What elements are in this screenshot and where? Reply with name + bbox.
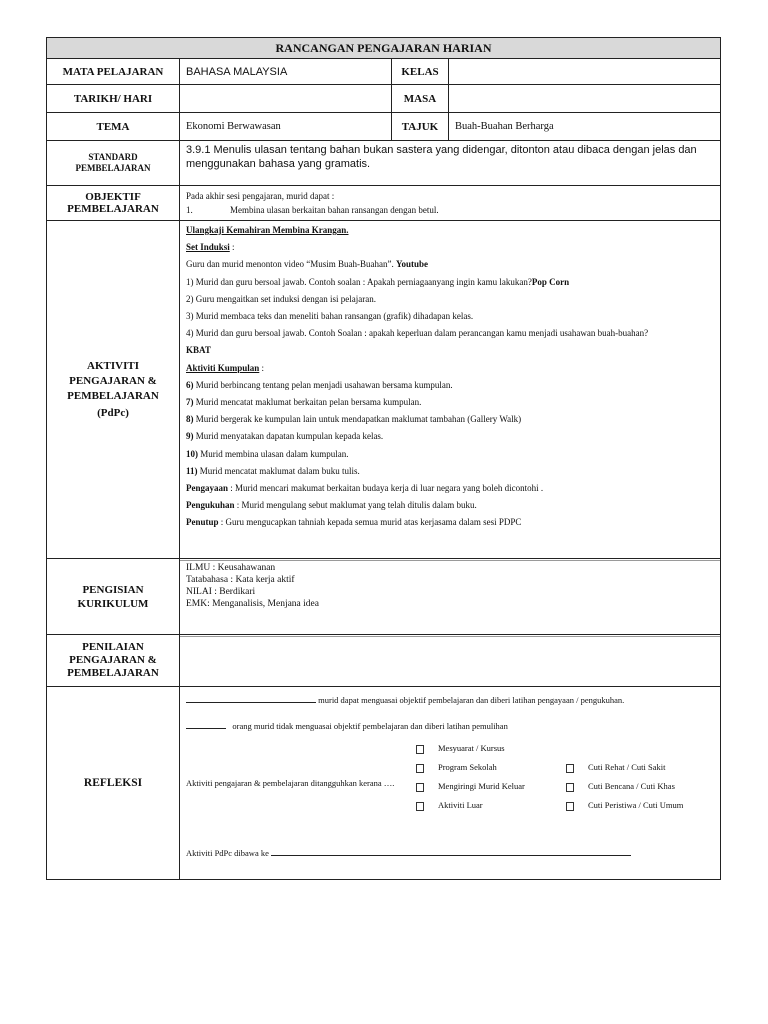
curriculum-label (47, 559, 180, 635)
topic-label: TAJUK (392, 113, 449, 141)
activity-step-11 (186, 463, 714, 480)
class-label: KELAS (392, 59, 449, 85)
faint-divider-line (180, 636, 720, 637)
set-induksi-colon: : (229, 242, 235, 253)
set-induksi-label: Set Induksi (186, 242, 230, 253)
assessment-label (47, 635, 180, 687)
reinforcement-label: Pengukuhan (186, 500, 235, 511)
curriculum-content[interactable] (180, 559, 721, 635)
activity-label-line2: PENGAJARAN & (69, 374, 157, 387)
objective-label-line2: PEMBELAJARAN (67, 203, 159, 215)
activity-video-line (186, 256, 714, 273)
option-outside-activity-label: Aktiviti Luar (438, 800, 483, 810)
activity-content[interactable] (180, 221, 721, 559)
step-1-answer: Pop Corn (531, 276, 570, 287)
reinforcement-line (186, 497, 714, 514)
objective-item (186, 203, 714, 217)
option-disaster-leave[interactable] (566, 781, 675, 792)
step-6-text: Murid berbincang tentang pelan menjadi usahawan bersama kumpulan. (193, 379, 453, 390)
reflection-line-1-text: murid dapat menguasai objektif pembelajaran dan diberi latihan pengayaan / pengukuhan. (318, 695, 625, 705)
reflection-label: REFLEKSI (47, 687, 180, 880)
reflection-content[interactable] (180, 687, 721, 880)
subject-label: MATA PELAJARAN (47, 59, 180, 85)
enrichment-line (186, 480, 714, 497)
option-school-program-label: Program Sekolah (438, 762, 497, 772)
option-sick-leave-label: Cuti Rehat / Cuti Sakit (588, 762, 666, 772)
assessment-label-line2: PENGAJARAN & (69, 654, 157, 666)
date-value[interactable] (180, 85, 392, 113)
option-public-holiday[interactable] (566, 800, 683, 811)
enrichment-text: : Murid mencari makumat berkaitan budaya kerja di luar negara yang boleh dicontohi . (228, 483, 544, 494)
objective-label (47, 186, 180, 221)
activity-step-3: 3) Murid membaca teks dan meneliti bahan ransangan (grafik) dihadapan kelas. (186, 311, 474, 322)
activity-label-line3: PEMBELAJARAN (67, 389, 159, 402)
reflection-line-2-text: orang murid tidak menguasai objektif pembelajaran dan diberi latihan pemulihan (232, 721, 508, 731)
step-9-number: 9) (186, 431, 194, 442)
assessment-label-line3: PEMBELAJARAN (67, 667, 159, 679)
enrichment-label: Pengayaan (186, 483, 229, 494)
kbat-label: KBAT (186, 345, 211, 356)
curriculum-line-1: ILMU : Keusahawanan (186, 563, 276, 573)
carry-forward-line (186, 847, 631, 858)
reinforcement-text: : Murid mengulang sebut maklumat yang telah ditulis dalam buku. (234, 500, 477, 511)
option-accompany-students[interactable] (416, 781, 525, 792)
checkbox-icon[interactable] (566, 802, 574, 811)
curriculum-label-line1: PENGISIAN (82, 583, 144, 596)
curriculum-line-2: Tatabahasa : Kata kerja aktif (186, 575, 295, 585)
activity-step-8 (186, 411, 714, 428)
step-10-number: 10) (186, 448, 198, 459)
curriculum-label-line2: KURIKULUM (77, 597, 149, 610)
option-outside-activity[interactable] (416, 800, 483, 811)
standard-text[interactable]: 3.9.1 Menulis ulasan tentang bahan bukan sastera yang didengar, ditonton atau dibaca dengan jelas dan menggunakan bahasa yang gramatis. (180, 141, 721, 186)
group-activity-label: Aktiviti Kumpulan (186, 362, 260, 373)
option-accompany-students-label: Mengiringi Murid Keluar (438, 781, 525, 791)
step-11-text: Murid mencatat maklumat dalam buku tulis. (197, 465, 360, 476)
activity-label-line1: AKTIVITI (87, 359, 139, 372)
checkbox-icon[interactable] (416, 745, 424, 754)
curriculum-line-3: NILAI : Berdikari (186, 587, 256, 597)
objective-content[interactable] (180, 186, 721, 221)
curriculum-line-4: EMK: Menganalisis, Menjana idea (186, 599, 319, 609)
subject-value[interactable]: BAHASA MALAYSIA (180, 59, 392, 85)
activity-step-4: 4) Murid dan guru bersoal jawab. Contoh Soalan : apakah keperluan dalam perancangan kamu menjadi usahawan buah-buahan? (186, 328, 649, 339)
video-source: Youtube (395, 259, 428, 270)
carry-forward-blank[interactable] (271, 847, 631, 856)
activity-step-2: 2) Guru mengaitkan set induksi dengan isi pelajaran. (186, 293, 376, 304)
checkbox-icon[interactable] (416, 802, 424, 811)
postponed-reason-label: Aktiviti pengajaran & pembelajaran ditangguhkan kerana …. (186, 778, 395, 788)
option-meeting[interactable] (416, 743, 505, 754)
standard-label (47, 141, 180, 186)
option-meeting-label: Mesyuarat / Kursus (438, 743, 505, 753)
step-8-text: Murid bergerak ke kumpulan lain untuk mendapatkan maklumat tambahan (Gallery Walk) (193, 414, 522, 425)
topic-value[interactable]: Buah-Buahan Berharga (449, 113, 721, 141)
step-9-text: Murid menyatakan dapatan kumpulan kepada kelas. (193, 431, 384, 442)
activity-step-7 (186, 394, 714, 411)
time-label: MASA (392, 85, 449, 113)
step-7-text: Murid mencatat maklumat berkaitan pelan bersama kumpulan. (193, 397, 422, 408)
checkbox-icon[interactable] (566, 783, 574, 792)
page-title: RANCANGAN PENGAJARAN HARIAN (47, 38, 721, 59)
objective-intro: Pada akhir sesi pengajaran, murid dapat : (186, 191, 335, 201)
standard-label-line2: PEMBELAJARAN (75, 163, 151, 173)
objective-item-number: 1. (186, 205, 193, 215)
reflection-count-blank-2[interactable] (186, 720, 226, 729)
lesson-plan-table (46, 37, 721, 880)
objective-label-line1: OBJEKTIF (85, 191, 141, 203)
lesson-plan-sheet (46, 37, 720, 880)
activity-heading: Ulangkaji Kemahiran Membina Krangan. (186, 225, 349, 235)
checkbox-icon[interactable] (416, 783, 424, 792)
option-public-holiday-label: Cuti Peristiwa / Cuti Umum (588, 800, 684, 810)
theme-value[interactable]: Ekonomi Berwawasan (180, 113, 392, 141)
activity-label (47, 221, 180, 559)
activity-step-10 (186, 446, 714, 463)
option-disaster-leave-label: Cuti Bencana / Cuti Khas (588, 781, 675, 791)
class-value[interactable] (449, 59, 721, 85)
theme-label: TEMA (47, 113, 180, 141)
activity-step-6 (186, 377, 714, 394)
time-value[interactable] (449, 85, 721, 113)
step-8-number: 8) (186, 414, 194, 425)
option-sick-leave[interactable] (566, 762, 665, 773)
option-school-program[interactable] (416, 762, 497, 773)
activity-step-9 (186, 428, 714, 445)
step-7-number: 7) (186, 397, 194, 408)
reflection-count-blank-1[interactable] (186, 694, 316, 703)
group-activity-colon: : (259, 362, 265, 373)
checkbox-icon[interactable] (566, 764, 574, 773)
objective-item-text: Membina ulasan berkaitan bahan ransangan dengan betul. (230, 205, 439, 215)
activity-step-1 (186, 274, 714, 291)
date-label: TARIKH/ HARI (47, 85, 180, 113)
step-11-number: 11) (186, 465, 198, 476)
reflection-line-1 (186, 694, 624, 705)
checkbox-icon[interactable] (416, 764, 424, 773)
carry-forward-label: Aktiviti PdPc dibawa ke (186, 848, 269, 858)
faint-divider-line (180, 560, 720, 561)
closing-line (186, 514, 714, 531)
video-text: Guru dan murid menonton video “Musim Buah-Buahan”. (186, 259, 396, 270)
closing-text: : Guru mengucapkan tahniah kepada semua murid atas kerjasama dalam sesi PDPC (218, 517, 522, 528)
standard-label-line1: STANDARD (88, 152, 138, 162)
closing-label: Penutup (186, 517, 219, 528)
reflection-line-2 (186, 720, 508, 731)
step-1-text: 1) Murid dan guru bersoal jawab. Contoh soalan : Apakah perniagaanyang ingin kamu lakukan? (186, 276, 532, 287)
assessment-label-line1: PENILAIAN (82, 641, 144, 653)
activity-label-line4: (PdPc) (97, 406, 129, 419)
step-10-text: Murid membina ulasan dalam kumpulan. (198, 448, 349, 459)
assessment-value[interactable] (180, 635, 721, 687)
step-6-number: 6) (186, 379, 194, 390)
